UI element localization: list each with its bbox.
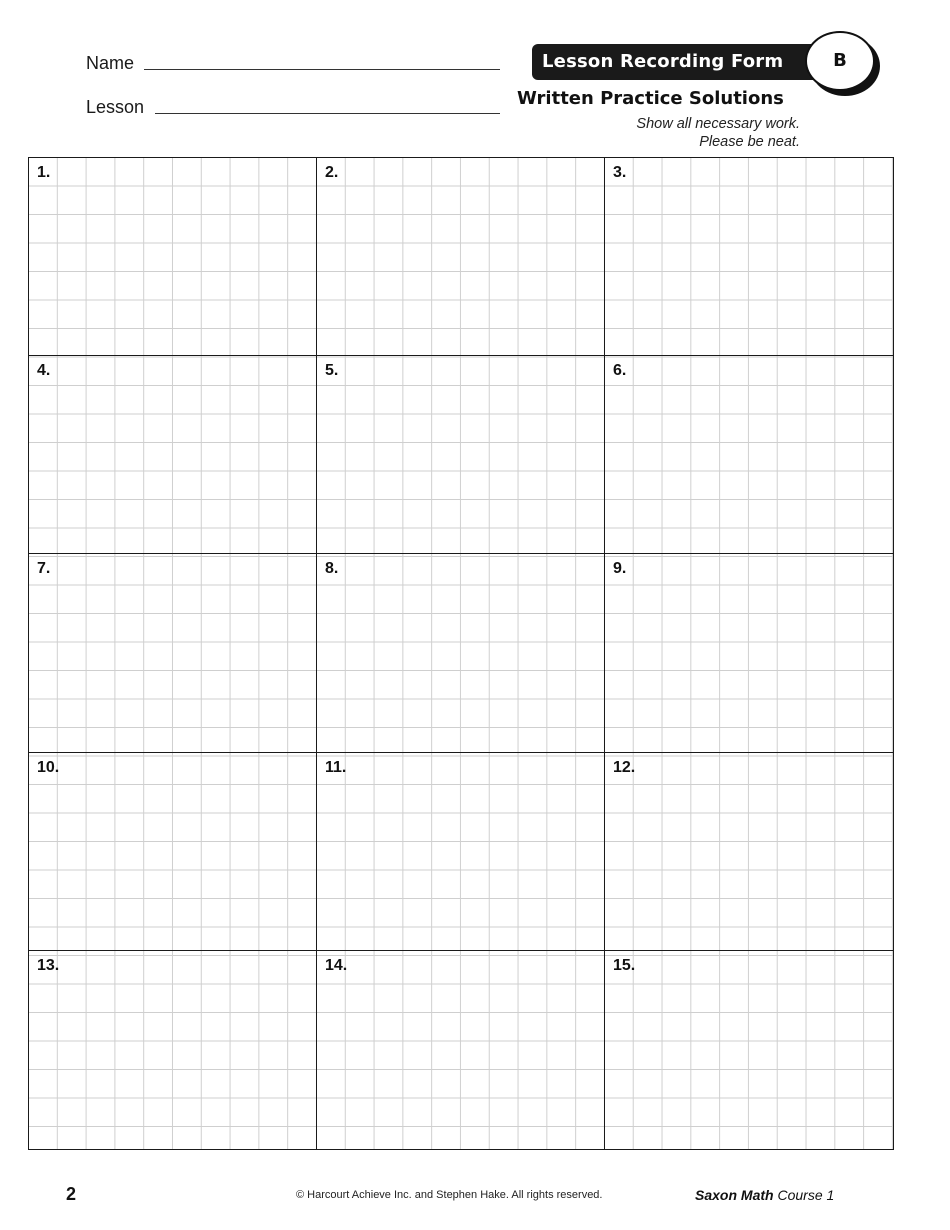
form-subtitle: Written Practice Solutions bbox=[517, 88, 784, 109]
answer-cell[interactable] bbox=[29, 951, 317, 1149]
answer-cell[interactable] bbox=[29, 554, 317, 752]
instruction-neat: Please be neat. bbox=[699, 134, 800, 150]
problem-number: 2. bbox=[325, 164, 339, 181]
answer-cell[interactable] bbox=[317, 158, 605, 356]
answer-cell[interactable] bbox=[605, 753, 893, 951]
name-label: Name bbox=[86, 53, 135, 73]
problem-number: 12. bbox=[613, 758, 636, 776]
lesson-field-line[interactable] bbox=[155, 113, 500, 114]
problem-number: 11. bbox=[325, 758, 347, 776]
book-title-series: Saxon Math bbox=[695, 1187, 774, 1203]
problem-number: 5. bbox=[325, 362, 339, 380]
answer-cell[interactable] bbox=[605, 158, 893, 356]
book-title-course: Course 1 bbox=[773, 1187, 835, 1203]
problem-number: 7. bbox=[37, 560, 51, 578]
problem-number: 9. bbox=[613, 560, 627, 578]
problem-number: 13. bbox=[37, 956, 60, 974]
instruction-work: Show all necessary work. bbox=[636, 116, 800, 132]
book-title bbox=[695, 1187, 834, 1203]
problem-number: 1. bbox=[37, 164, 51, 181]
problem-number: 6. bbox=[613, 362, 627, 380]
problem-number: 4. bbox=[37, 362, 51, 380]
form-title-banner: Lesson Recording Form bbox=[532, 44, 832, 80]
answer-cell[interactable] bbox=[605, 554, 893, 752]
answer-cell[interactable] bbox=[317, 356, 605, 554]
problem-number: 8. bbox=[325, 560, 339, 578]
form-letter-badge: B bbox=[805, 31, 875, 91]
answer-cell[interactable] bbox=[29, 158, 317, 356]
name-field-line[interactable] bbox=[144, 69, 500, 70]
answer-cell[interactable] bbox=[29, 356, 317, 554]
answer-cell[interactable] bbox=[605, 356, 893, 554]
page-number: 2 bbox=[66, 1184, 77, 1204]
problem-number: 14. bbox=[325, 956, 348, 974]
answer-cell[interactable] bbox=[317, 554, 605, 752]
answer-cell[interactable] bbox=[317, 753, 605, 951]
lesson-label: Lesson bbox=[86, 97, 145, 117]
problem-number: 3. bbox=[613, 164, 627, 181]
problem-number: 15. bbox=[613, 956, 636, 974]
answer-cell[interactable] bbox=[29, 753, 317, 951]
copyright-notice: © Harcourt Achieve Inc. and Stephen Hake. All rights reserved. bbox=[296, 1189, 603, 1201]
answer-cell[interactable] bbox=[605, 951, 893, 1149]
answer-grid bbox=[28, 157, 894, 1150]
answer-cell[interactable] bbox=[317, 951, 605, 1149]
problem-number: 10. bbox=[37, 758, 60, 776]
